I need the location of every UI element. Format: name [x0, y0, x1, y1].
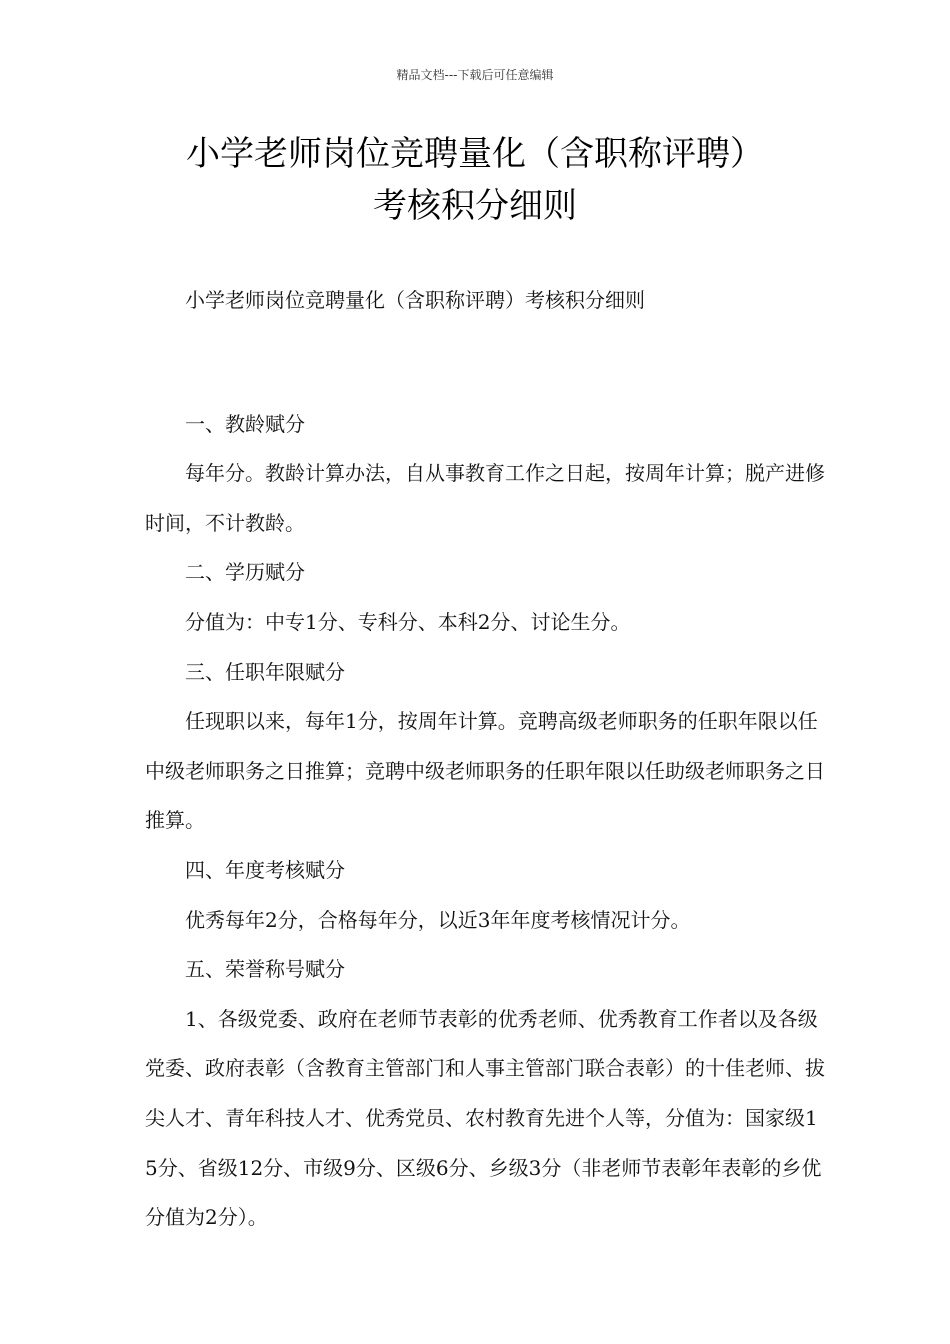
document-title	[95, 128, 855, 232]
paragraph-spacer	[145, 326, 825, 400]
section-heading-honors: 五、荣誉称号赋分	[185, 957, 345, 982]
section-body-honors: 1、各级党委、政府在老师节表彰的优秀老师、优秀教育工作者以及各级党委、政府表彰（含教育主管部门和人事主管部门联合表彰）的十佳老师、拔尖人才、青年科技人才、优秀党员、农村教育先进个人等，分值为：国家级15分、省级12分、市级9分、区级6分、乡级3分（非老师节表彰年表彰的乡优分值为2分）。	[145, 1006, 825, 1230]
section-heading-education: 二、学历赋分	[185, 560, 305, 585]
section-heading-tenure: 三、任职年限赋分	[185, 659, 345, 684]
document-body	[145, 276, 825, 1243]
section-body-education: 分值为：中专1分、专科分、本科2分、讨论生分。	[185, 609, 631, 634]
section-body-tenure: 任现职以来，每年1分，按周年计算。竞聘高级老师职务的任职年限以任中级老师职务之日推算；竞聘中级老师职务的任职年限以任助级老师职务之日推算。	[145, 709, 825, 833]
section-body-annual-review: 优秀每年2分，合格每年分，以近3年年度考核情况计分。	[185, 907, 691, 932]
section-body-teaching-years: 每年分。教龄计算办法，自从事教育工作之日起，按周年计算；脱产进修时间，不计教龄。	[145, 461, 825, 535]
document-title-line-2: 考核积分细则	[373, 186, 577, 226]
document-title-line-1: 小学老师岗位竞聘量化（含职称评聘）	[186, 134, 764, 174]
section-heading-annual-review: 四、年度考核赋分	[185, 857, 345, 882]
intro-paragraph: 小学老师岗位竞聘量化（含职称评聘）考核积分细则	[185, 288, 645, 312]
section-heading-teaching-years: 一、教龄赋分	[185, 411, 305, 436]
header-note: 精品文档---下载后可任意编辑	[396, 68, 554, 82]
